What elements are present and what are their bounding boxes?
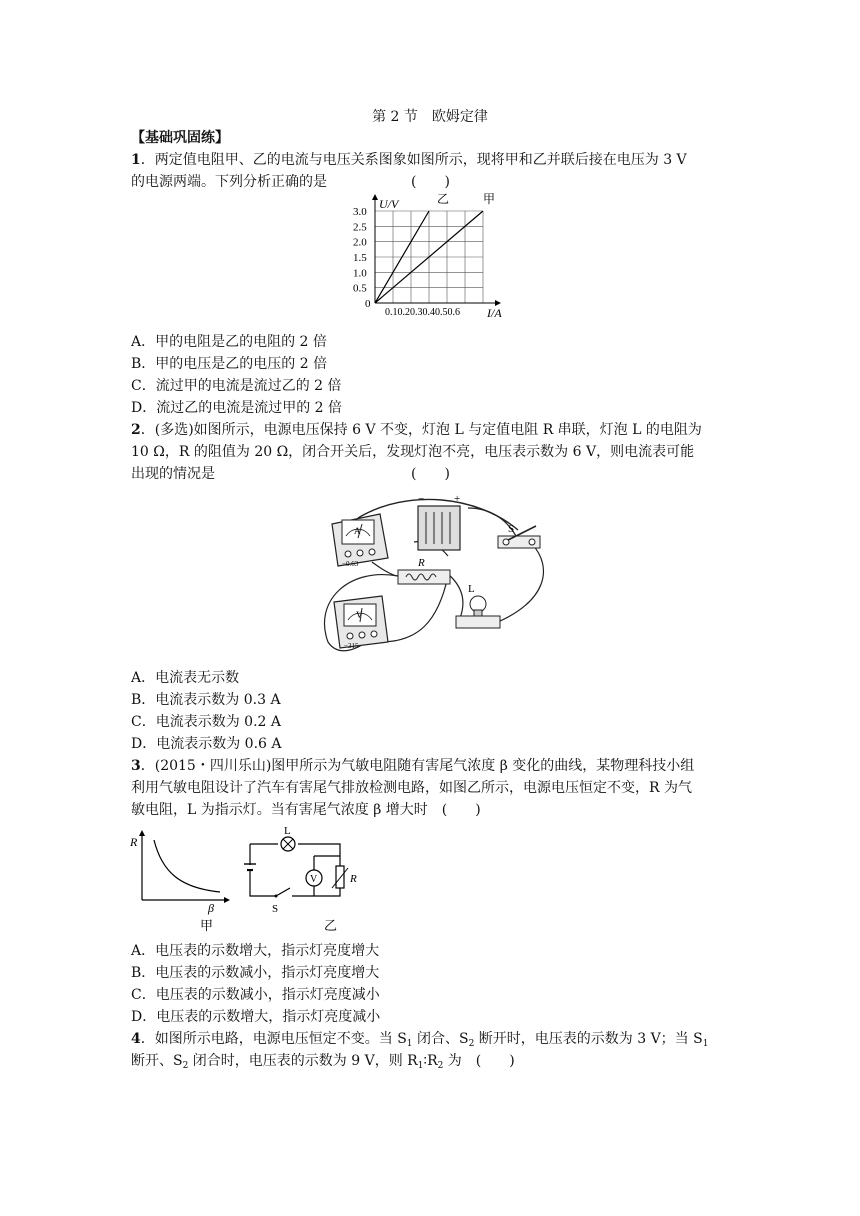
question-3-line-2: 利用气敏电阻设计了汽车有害尾气排放检测电路，如图乙所示，电源电压恒定不变，R 为气 xyxy=(131,780,692,796)
q1-series-label-1: 甲 xyxy=(483,192,496,206)
q3a-x-label: β xyxy=(208,901,214,915)
section-heading: 【基础巩固练】 xyxy=(131,130,229,146)
q2-option-a: A．电流表无示数 xyxy=(131,670,240,686)
q4-text-b: 闭合、S xyxy=(412,1031,469,1047)
q2-switch-label: S xyxy=(508,523,515,535)
q2-wire-ammeter-resistor xyxy=(372,562,398,576)
q4-text-c: 断开时，电压表的示数为 3 V；当 S xyxy=(474,1031,703,1047)
q4-sub-4: 2 xyxy=(182,1061,189,1071)
question-2-line-2: 10 Ω，R 的阻值为 20 Ω，闭合开关后，发现灯泡不亮，电压表示数为 6 V，则电流表可能 xyxy=(131,444,695,460)
q1-y-axis-label: U/V xyxy=(379,197,399,211)
voltmeter-icon xyxy=(334,596,388,648)
q3a-caption: 甲 xyxy=(200,918,214,933)
q3b-resistor-label: R xyxy=(350,873,357,885)
q3b-lamp-label: L xyxy=(284,825,291,837)
q1-x-tick-labels: 0.10.20.30.40.50.6 xyxy=(385,307,460,318)
question-4-number: 4 xyxy=(131,1031,141,1047)
q4-text-f: 为 ( ) xyxy=(443,1053,515,1069)
q4-sub-1: 1 xyxy=(406,1039,413,1049)
battery-icon xyxy=(418,506,460,550)
q1-x-axis-label: I/A xyxy=(487,306,502,320)
q1-y-tick-label: 2.0 xyxy=(353,236,367,249)
q2-wire-voltmeter-return xyxy=(380,576,448,642)
switch-icon xyxy=(276,888,290,896)
q1-y-tick-label: 0 xyxy=(365,298,371,310)
q1-y-tick-labels xyxy=(353,206,371,310)
q1-y-tick-label: 3.0 xyxy=(353,206,367,218)
q1-option-b: B．甲的电压是乙的电压的 2 倍 xyxy=(131,356,328,372)
question-1-text: ．两定值电阻甲、乙的电流与电压关系图象如图所示，现将甲和乙并联后接在电压为 3 V xyxy=(140,152,687,168)
q1-ui-graph xyxy=(345,192,505,322)
q3a-x-arrow-icon xyxy=(224,897,230,903)
q1-y-tick-label: 1.5 xyxy=(353,252,367,264)
q2-resistor-label: R xyxy=(418,557,425,569)
question-2-line-3: 出现的情况是 ( ) xyxy=(131,466,450,482)
gas-sensor-resistor-icon xyxy=(336,866,344,888)
q2-voltmeter-letter: V xyxy=(356,610,363,620)
q2-circuit-figure xyxy=(318,492,538,660)
q1-y-tick-label: 2.5 xyxy=(353,221,367,234)
q3b-caption: 乙 xyxy=(324,918,338,933)
q4-sub-3: 1 xyxy=(702,1039,709,1049)
q4-text-d: 断开、S xyxy=(131,1053,183,1069)
q3a-y-arrow-icon xyxy=(139,830,145,836)
q1-y-tick-label: 0.5 xyxy=(353,282,367,295)
q2-option-d: D．电流表示数为 0.6 A xyxy=(131,736,282,752)
q1-option-a: A．甲的电阻是乙的电阻的 2 倍 xyxy=(131,334,327,350)
page-title: 第 2 节 欧姆定律 xyxy=(372,109,488,125)
q3b-voltmeter-letter: V xyxy=(310,874,318,885)
ammeter-icon xyxy=(332,514,388,566)
question-3-line-3: 敏电阻，L 为指示灯。当有害尾气浓度 β 增大时 ( ) xyxy=(131,802,481,818)
q3-option-c: C．电压表的示数减小，指示灯亮度减小 xyxy=(131,987,380,1003)
q2-battery-plus: + xyxy=(454,493,461,505)
q2-lamp-label: L xyxy=(468,583,475,595)
q3-figure-b-circuit xyxy=(242,825,372,933)
q2-voltmeter-scale: −315 xyxy=(344,642,359,650)
question-3-text: ．(2015・四川乐山)图甲所示为气敏电阻随有害尾气浓度 β 变化的曲线，某物理科技小组 xyxy=(140,758,695,774)
question-4-line-2 xyxy=(131,1051,515,1076)
q1-y-arrow-icon xyxy=(372,194,378,200)
q1-series-label-0: 乙 xyxy=(437,192,450,206)
question-2-line-1 xyxy=(131,420,702,440)
switch-icon xyxy=(498,526,540,548)
q1-y-tick-label: 1.0 xyxy=(353,267,367,280)
q4-ratio: ∶R xyxy=(423,1053,438,1069)
resistor-icon xyxy=(398,570,450,584)
q1-option-c: C．流过甲的电流是流过乙的 2 倍 xyxy=(131,378,342,394)
q4-text-a: ．如图所示电路，电源电压恒定不变。当 S xyxy=(140,1031,407,1047)
q2-option-b: B．电流表示数为 0.3 A xyxy=(131,692,281,708)
q3-option-d: D．电压表的示数增大，指示灯亮度减小 xyxy=(131,1009,381,1025)
q3-option-b: B．电压表的示数减小，指示灯亮度增大 xyxy=(131,965,380,981)
q3b-switch-label: S xyxy=(272,903,279,915)
q3-option-a: A．电压表的示数增大，指示灯亮度增大 xyxy=(131,943,380,959)
question-1-line-2: 的电源两端。下列分析正确的是 ( ) xyxy=(131,174,450,190)
question-3-number: 3 xyxy=(131,758,141,774)
question-3-line-1 xyxy=(131,756,694,776)
q3a-curve xyxy=(154,840,220,892)
q2-ammeter-scale: −0.63 xyxy=(342,560,359,568)
question-1-line-1 xyxy=(131,150,687,170)
q1-series-labels xyxy=(437,192,495,206)
q2-battery-minus: − xyxy=(418,493,425,505)
q4-text-e: 闭合时，电压表的示数为 9 V，则 R xyxy=(188,1053,418,1069)
q2-wire-switch-lamp xyxy=(493,544,543,624)
q4-sub-r2: 2 xyxy=(437,1061,444,1071)
question-1-number: 1 xyxy=(131,152,141,168)
q1-option-d: D．流过乙的电流是流过甲的 2 倍 xyxy=(131,400,343,416)
q4-sub-r1: 1 xyxy=(417,1061,424,1071)
q2-ammeter-letter: A xyxy=(354,526,361,536)
question-2-number: 2 xyxy=(131,422,141,438)
q3-figure-a-graph xyxy=(128,830,238,933)
question-2-text: ．(多选)如图所示，电源电压保持 6 V 不变，灯泡 L 与定值电阻 R 串联，灯泡 L 的电阻为 xyxy=(140,422,702,438)
q3a-y-label: R xyxy=(130,835,138,849)
q4-sub-2: 2 xyxy=(468,1039,475,1049)
q2-option-c: C．电流表示数为 0.2 A xyxy=(131,714,281,730)
